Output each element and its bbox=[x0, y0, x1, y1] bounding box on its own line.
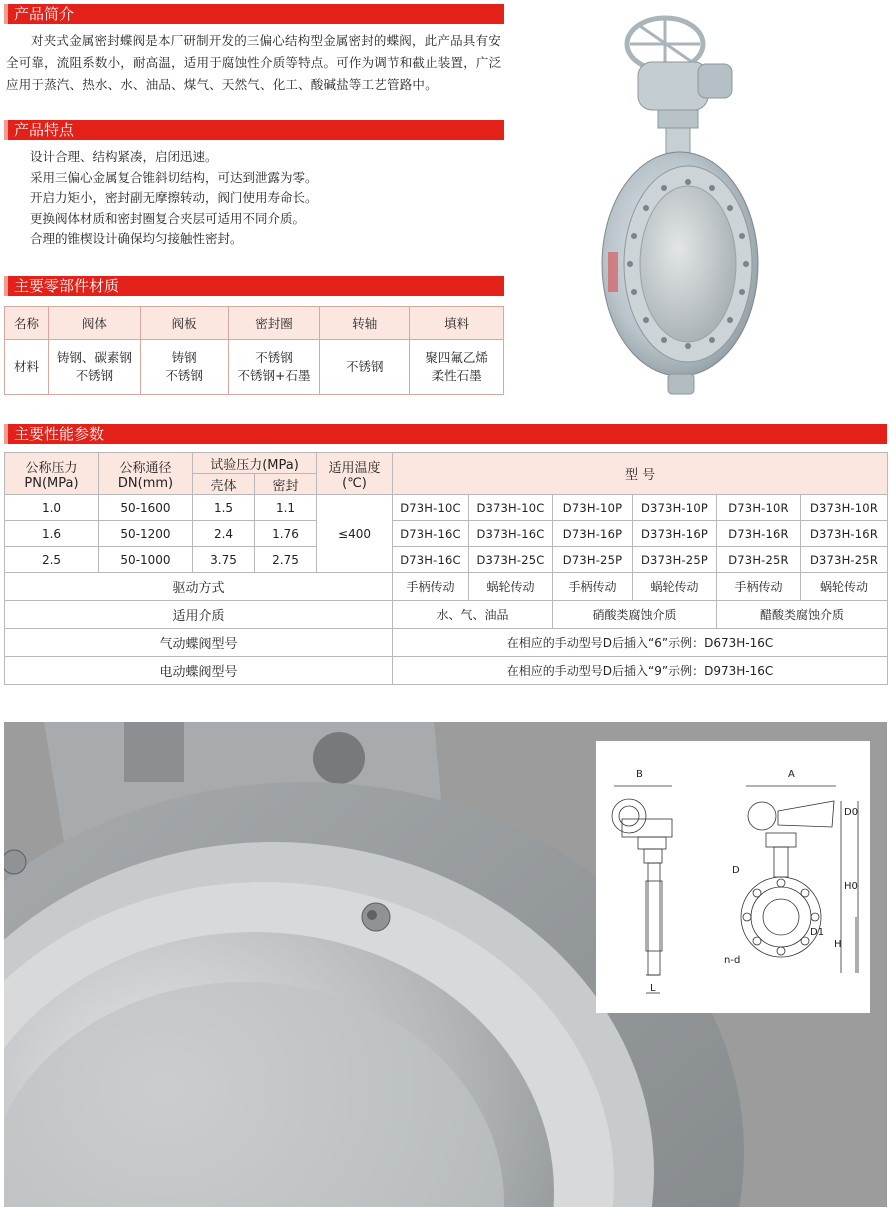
table-row: 驱动方式 手柄传动 蜗轮传动 手柄传动 蜗轮传动 手柄传动 蜗轮传动 bbox=[5, 573, 888, 601]
dim-label-l: L bbox=[650, 983, 656, 994]
table-header: 阀体 bbox=[48, 307, 140, 340]
section-title-performance: 主要性能参数 bbox=[4, 424, 887, 444]
table-header: 壳体 bbox=[193, 474, 255, 495]
section-title-materials: 主要零部件材质 bbox=[4, 276, 504, 296]
table-header: 名称 bbox=[5, 307, 49, 340]
table-header: 转轴 bbox=[320, 307, 410, 340]
dim-label-nd: n-d bbox=[724, 955, 741, 966]
list-item: 采用三偏心金属复合锥斜切结构，可达到泄露为零。 bbox=[30, 169, 318, 185]
table-row: 气动蝶阀型号 在相应的手动型号D后插入“6”示例：D673H-16C bbox=[5, 629, 888, 657]
dim-label-h0: H0 bbox=[844, 881, 858, 892]
table-header: 试验压力(MPa) bbox=[193, 453, 317, 474]
section-title-features: 产品特点 bbox=[4, 120, 504, 140]
list-item: 更换阀体材质和密封圈复合夹层可适用不同介质。 bbox=[30, 210, 306, 226]
table-cell: 材料 bbox=[5, 340, 49, 395]
dimension-drawing bbox=[596, 741, 870, 1013]
list-item: 开启力矩小，密封副无摩擦转动，阀门使用寿命长。 bbox=[30, 190, 318, 205]
table-row: 1.0 50-1600 1.5 1.1 ≤400 D73H-10C D373H-10C D73H-10P D373H-10P D73H-10R D373H-10R bbox=[5, 495, 888, 521]
valve-product-photo bbox=[600, 12, 760, 402]
dim-label-a: A bbox=[788, 769, 795, 780]
intro-paragraph: 对夹式金属密封蝶阀是本厂研制开发的三偏心结构型金属密封的蝶阀，此产品具有安全可靠，流阻系数小，耐高温，适用于腐蚀性介质等特点。可作为调节和截止装置，广泛应用于蒸汽、热水、水、油品、煤气、天然气、化工、酸碱盐等工艺管路中。 bbox=[6, 33, 502, 92]
table-cell: ≤400 bbox=[317, 495, 393, 573]
table-cell: 铸钢 不锈钢 bbox=[140, 340, 228, 395]
table-cell: 不锈钢 bbox=[320, 340, 410, 395]
dim-label-h: H bbox=[834, 939, 842, 950]
features-list bbox=[30, 147, 318, 250]
table-header: 密封圈 bbox=[228, 307, 320, 340]
table-cell: 铸钢、碳素钢 不锈钢 bbox=[48, 340, 140, 395]
table-row: 电动蝶阀型号 在相应的手动型号D后插入“9”示例：D973H-16C bbox=[5, 657, 888, 685]
dim-label-d0: D0 bbox=[844, 807, 859, 818]
table-cell: 聚四氟乙烯 柔性石墨 bbox=[410, 340, 504, 395]
list-item: 合理的锥楔设计确保均匀接触性密封。 bbox=[30, 231, 243, 246]
table-header: 适用温度 (℃) bbox=[317, 453, 393, 495]
table-header: 密封 bbox=[255, 474, 317, 495]
table-cell: 不锈钢 不锈钢+石墨 bbox=[228, 340, 320, 395]
table-row: 2.5 50-1000 3.75 2.75 D73H-16C D373H-25C D73H-25P D373H-25P D73H-25R D373H-25R bbox=[5, 547, 888, 573]
table-header: 填料 bbox=[410, 307, 504, 340]
table-row: 1.6 50-1200 2.4 1.76 D73H-16C D373H-16C D73H-16P D373H-16P D73H-16R D373H-16R bbox=[5, 521, 888, 547]
dim-label-d1: D1 bbox=[810, 927, 825, 938]
list-item: 设计合理、结构紧凑，启闭迅速。 bbox=[30, 149, 218, 164]
table-header: 型 号 bbox=[393, 453, 888, 495]
dim-label-d: D bbox=[732, 865, 740, 876]
section-title-intro: 产品简介 bbox=[4, 4, 504, 24]
dim-label-b: B bbox=[636, 769, 643, 780]
performance-table bbox=[4, 452, 888, 685]
table-header: 公称通径 DN(mm) bbox=[99, 453, 193, 495]
table-header: 公称压力 PN(MPa) bbox=[5, 453, 99, 495]
materials-table bbox=[4, 306, 504, 395]
table-row: 适用介质 水、气、油品 硝酸类腐蚀介质 醋酸类腐蚀介质 bbox=[5, 601, 888, 629]
table-header: 阀板 bbox=[140, 307, 228, 340]
